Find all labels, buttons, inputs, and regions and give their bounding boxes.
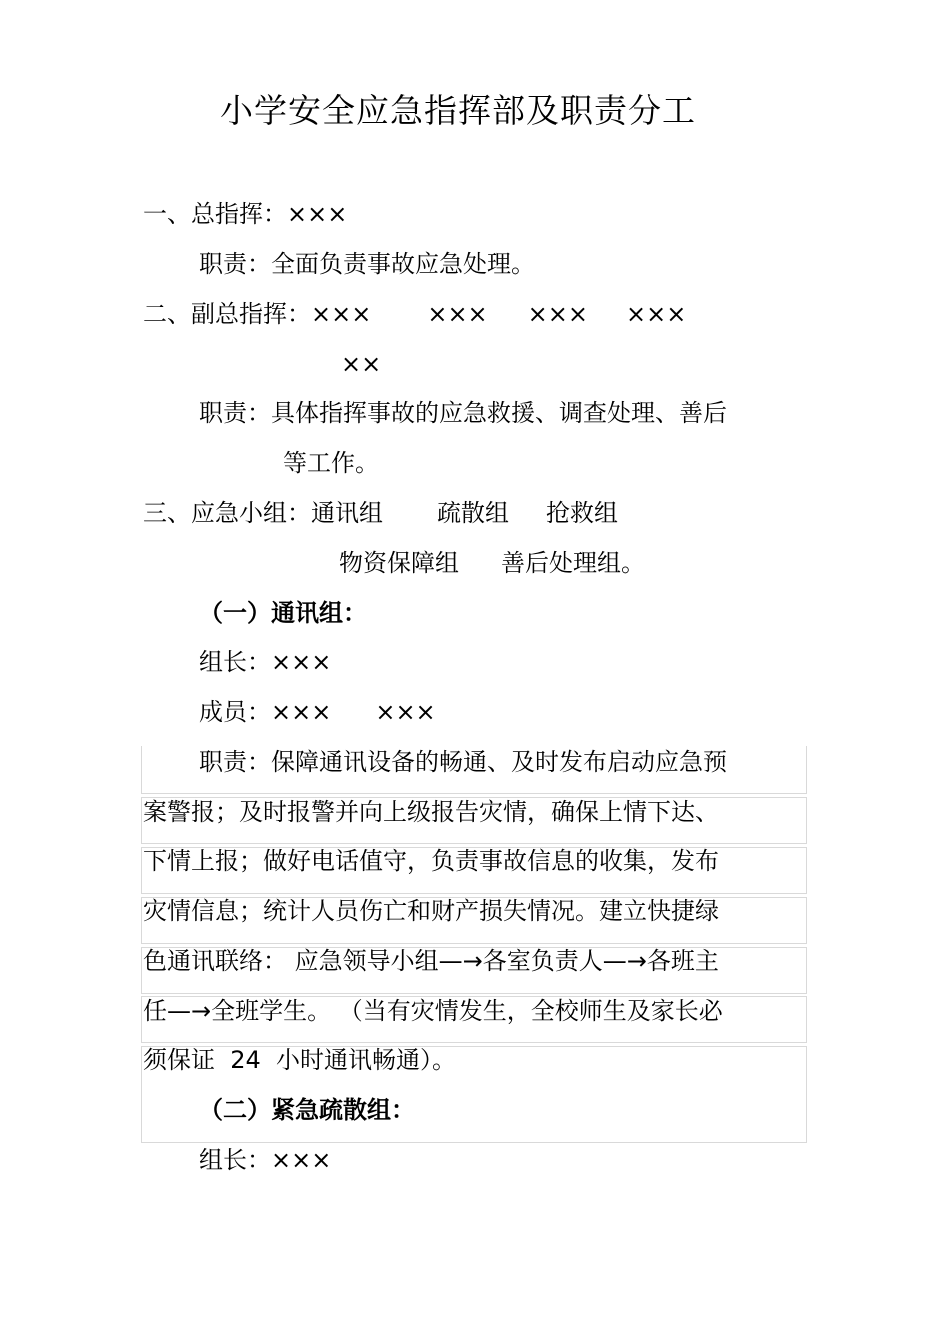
deputy-name: ××× (625, 300, 687, 328)
commander-duty: 职责：全面负责事故应急处理。 (199, 250, 535, 278)
deputy-duty-line: 等工作。 (283, 449, 379, 477)
groups-label: 三、应急小组： (143, 499, 311, 527)
member-name: ××× (375, 698, 436, 726)
group-name: 善后处理组。 (501, 549, 645, 577)
commander-heading: 一、总指挥：××× (143, 200, 348, 228)
deputy-name: ××× (527, 300, 588, 328)
members-label: 成员： (199, 698, 271, 726)
comm-duty-line: 下情上报；做好电话值守，负责事故信息的收集，发布 (143, 847, 719, 875)
comm-leader: 组长：××× (199, 648, 332, 676)
evac-leader: 组长：××× (199, 1146, 332, 1174)
deputy-label: 二、副总指挥： (143, 300, 311, 328)
comm-duty-line: 灾情信息；统计人员伤亡和财产损失情况。建立快捷绿 (143, 897, 719, 925)
member-name: ××× (271, 698, 332, 726)
comm-duty-line: 任—→全班学生。 （当有灾情发生，全校师生及家长必 (143, 997, 723, 1025)
emergency-groups-line (143, 498, 618, 528)
group-name: 疏散组 (437, 499, 509, 527)
comm-duty-line: 色通讯联络： 应急领导小组—→各室负责人—→各班主 (143, 947, 719, 975)
comm-members-line (199, 697, 436, 727)
emergency-groups-line (339, 548, 645, 578)
comm-duty-line: 须保证 24 小时通讯畅通）。 (143, 1046, 457, 1074)
deputy-duty-line: 职责：具体指挥事故的应急救援、调查处理、善后 (199, 399, 727, 427)
deputy-name: ××× (311, 300, 372, 328)
evac-group-heading: （二）紧急疏散组： (199, 1096, 415, 1124)
deputy-name: ××× (427, 300, 488, 328)
deputy-name: ×× (341, 350, 382, 378)
comm-duty-line: 案警报；及时报警并向上级报告灾情，确保上情下达、 (143, 798, 719, 826)
group-name: 物资保障组 (339, 549, 459, 577)
comm-duty-line: 职责：保障通讯设备的畅通、及时发布启动应急预 (199, 748, 727, 776)
deputy-commander-line (143, 299, 686, 329)
group-name: 抢救组 (546, 499, 618, 527)
document-title: 小学安全应急指挥部及职责分工 (220, 91, 696, 130)
comm-group-heading: （一）通讯组： (199, 599, 367, 627)
group-name: 通讯组 (311, 499, 383, 527)
